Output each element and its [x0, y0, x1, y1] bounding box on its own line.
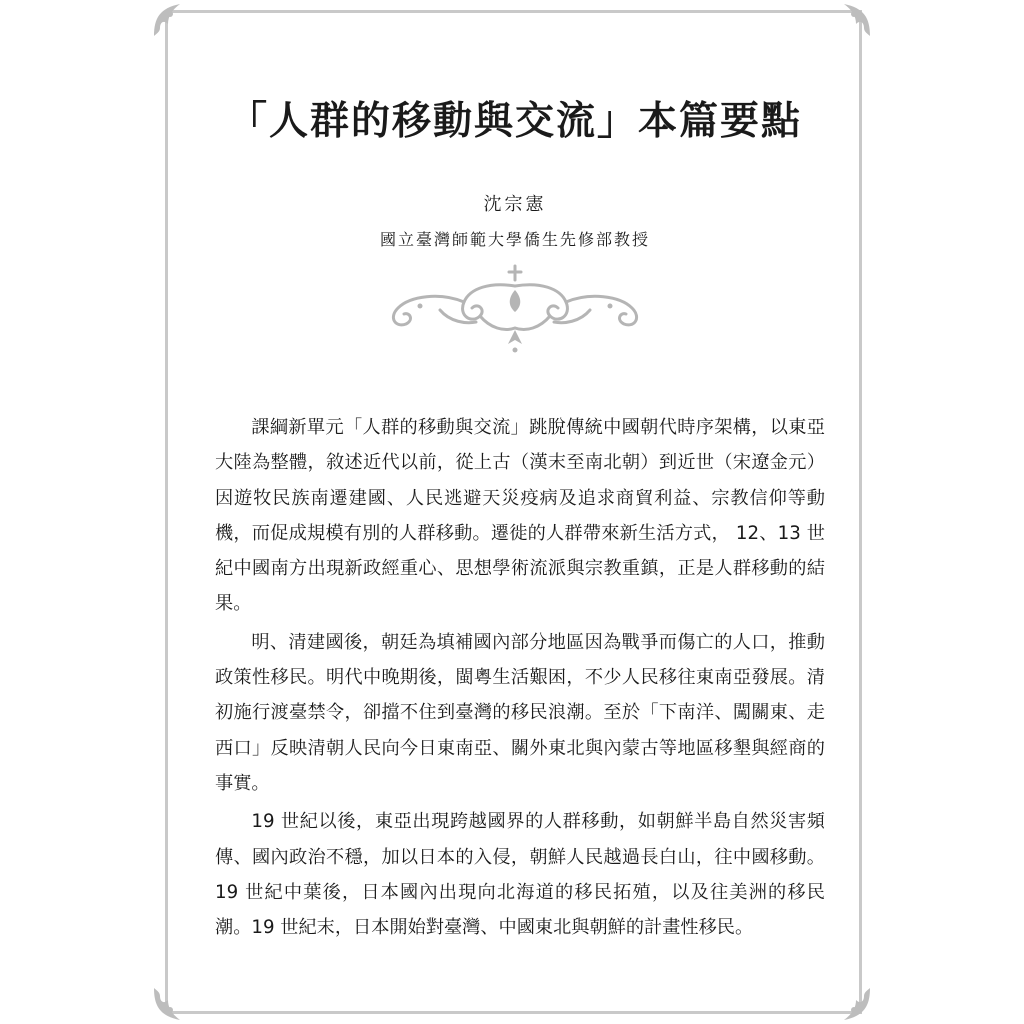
corner-flourish-icon	[150, 0, 190, 40]
body-paragraph: 課綱新單元「人群的移動與交流」跳脫傳統中國朝代時序架構，以東亞大陸為整體，敘述近代以前，從上古（漢末至南北朝）到近世（宋遼金元）因遊牧民族南遷建國、人民逃避天災疫病及追求商貿利益、宗教信仰等動機，而促成規模有別的人群移動。遷徙的人群帶來新生活方式， 12、13 世紀中國南方出現新政經重心、思想學術流派與宗教重鎮，正是人群移動的結果。	[215, 417, 825, 615]
article-body	[215, 410, 825, 948]
author-affiliation: 國立臺灣師範大學僑生先修部教授	[379, 230, 650, 249]
scroll-divider-icon	[380, 262, 650, 354]
article-title: 「人群的移動與交流」本篇要點	[227, 98, 802, 144]
corner-flourish-icon	[150, 984, 190, 1024]
body-paragraph: 19 世紀以後，東亞出現跨越國界的人群移動，如朝鮮半島自然災害頻傳、國內政治不穩，加以日本的入侵，朝鮮人民越過長白山，往中國移動。19 世紀中葉後，日本國內出現向北海道的移民拓殖，以及往美洲的移民潮。19 世紀末，日本開始對臺灣、中國東北與朝鮮的計畫性移民。	[215, 811, 825, 939]
author-name: 沈宗憲	[483, 194, 547, 215]
body-paragraph: 明、清建國後，朝廷為填補國內部分地區因為戰爭而傷亡的人口，推動政策性移民。明代中晚期後，閩粵生活艱困，不少人民移往東南亞發展。清初施行渡臺禁令，卻擋不住到臺灣的移民浪潮。至於「下南洋、闖關東、走西口」反映清朝人民向今日東南亞、關外東北與內蒙古等地區移墾與經商的事實。	[215, 631, 825, 794]
corner-flourish-icon	[834, 984, 874, 1024]
corner-flourish-icon	[834, 0, 874, 40]
